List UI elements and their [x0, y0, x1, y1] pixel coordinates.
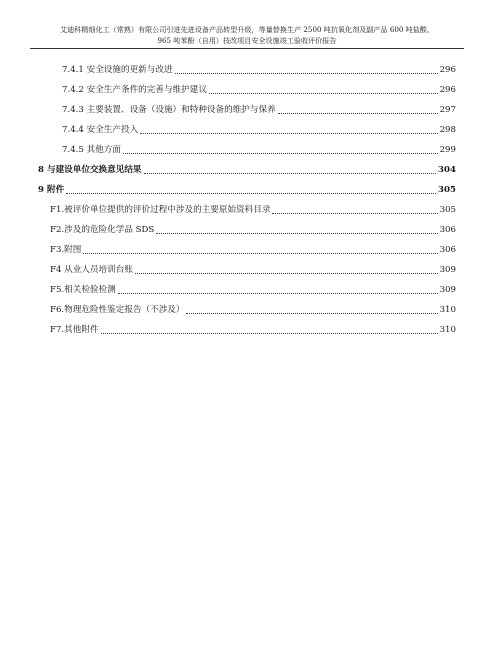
- toc-entry-page-number: 305: [438, 185, 456, 195]
- toc-dot-leader: [123, 153, 438, 154]
- toc-entry-page-number: 299: [439, 145, 456, 155]
- toc-entry[interactable]: [38, 236, 456, 256]
- toc-dot-leader: [118, 293, 438, 294]
- toc-entry-title: F5.相关检验检测: [50, 285, 116, 295]
- toc-dot-leader: [144, 173, 437, 174]
- toc-entry-title: F7.其他附件: [50, 325, 99, 335]
- toc-dot-leader: [272, 213, 437, 214]
- toc-dot-leader: [186, 313, 437, 314]
- toc-dot-leader: [140, 133, 437, 134]
- toc-entry[interactable]: [38, 96, 456, 116]
- running-header: [30, 24, 464, 49]
- toc-dot-leader: [66, 193, 436, 194]
- toc-entry-page-number: 298: [439, 125, 456, 135]
- toc-entry-page-number: 296: [439, 85, 456, 95]
- toc-entry-page-number: 306: [439, 245, 456, 255]
- toc-entry[interactable]: [38, 196, 456, 216]
- toc-entry[interactable]: [38, 316, 456, 336]
- toc-entry[interactable]: [38, 216, 456, 236]
- toc-entry-page-number: 309: [439, 285, 456, 295]
- toc-entry[interactable]: [38, 76, 456, 96]
- toc-dot-leader: [83, 253, 437, 254]
- toc-entry[interactable]: [38, 116, 456, 136]
- table-of-contents: [38, 56, 456, 336]
- toc-entry-page-number: 305: [439, 205, 456, 215]
- header-line-1: 艾迪科精细化工（常熟）有限公司引进先进设备产品转型升级，等量替换生产 2500 吨抗氧化剂及副产品 600 吨盐酸、: [59, 25, 434, 34]
- toc-entry-page-number: 296: [439, 65, 456, 75]
- toc-dot-leader: [209, 93, 438, 94]
- toc-entry-title: 7.4.1 安全设施的更新与改进: [62, 65, 173, 75]
- toc-entry-title: F4 从业人员培训台账: [50, 265, 133, 275]
- toc-entry-title: 7.4.5 其他方面: [62, 145, 121, 155]
- toc-dot-leader: [278, 113, 438, 114]
- toc-entry[interactable]: [38, 136, 456, 156]
- toc-entry-title: 7.4.3 主要装置、设备（设施）和特种设备的维护与保养: [62, 105, 276, 115]
- toc-entry[interactable]: [38, 296, 456, 316]
- toc-entry-title: F3.附图: [50, 245, 82, 255]
- toc-entry[interactable]: [38, 176, 456, 196]
- toc-dot-leader: [156, 233, 437, 234]
- header-line-2: 965 吨苯酚（自用）技改项目安全设施竣工验收评价报告: [157, 36, 337, 45]
- toc-entry-title: 7.4.2 安全生产条件的完善与维护建议: [62, 85, 207, 95]
- toc-entry-title: 9 附件: [38, 185, 65, 195]
- toc-entry-page-number: 310: [439, 305, 456, 315]
- toc-dot-leader: [101, 333, 438, 334]
- toc-entry[interactable]: [38, 276, 456, 296]
- toc-entry-title: F6.物理危险性鉴定报告（不涉及）: [50, 305, 185, 315]
- toc-entry-title: F1.被评价单位提供的评价过程中涉及的主要原始资料目录: [50, 205, 271, 215]
- toc-entry-page-number: 297: [439, 105, 456, 115]
- toc-entry-page-number: 309: [439, 265, 456, 275]
- toc-entry-page-number: 304: [438, 165, 456, 175]
- toc-entry-title: 8 与建设单位交换意见结果: [38, 165, 142, 175]
- toc-entry-page-number: 310: [439, 325, 456, 335]
- toc-dot-leader: [175, 73, 438, 74]
- toc-entry-title: 7.4.4 安全生产投入: [62, 125, 139, 135]
- toc-entry[interactable]: [38, 156, 456, 176]
- toc-entry-page-number: 306: [439, 225, 456, 235]
- toc-entry-title: F2.涉及的危险化学品 SDS: [50, 225, 155, 235]
- toc-dot-leader: [135, 273, 438, 274]
- toc-entry[interactable]: [38, 256, 456, 276]
- toc-entry[interactable]: [38, 56, 456, 76]
